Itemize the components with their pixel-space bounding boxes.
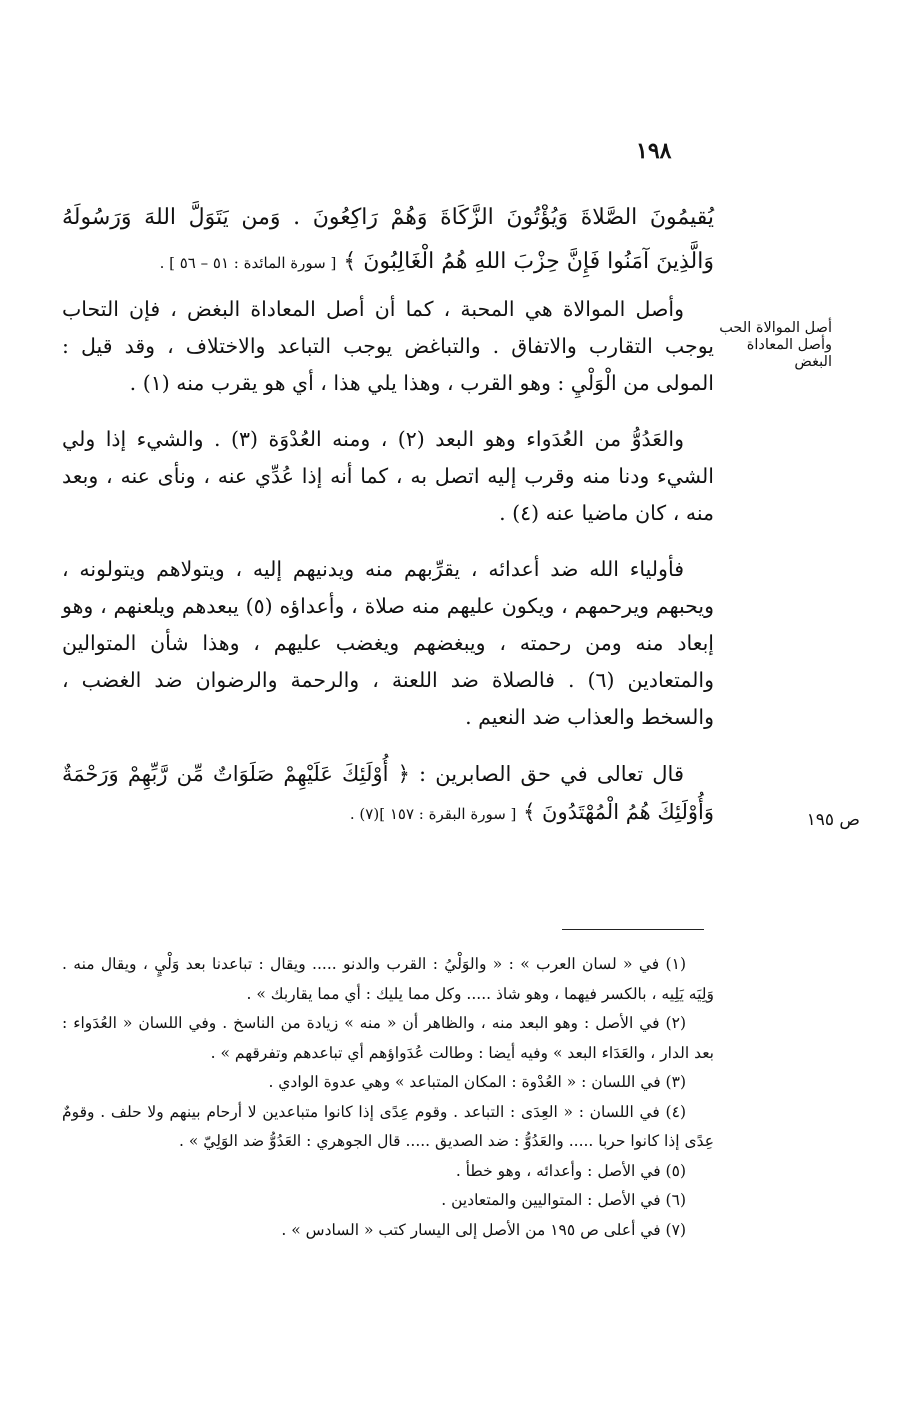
footnote-7: (٧) في أعلى ص ١٩٥ من الأصل إلى اليسار كتب « السادس » .: [281, 1220, 686, 1239]
quote-reference: [ سورة البقرة : ١٥٧ ](٧) .: [349, 805, 517, 823]
margin-heading: أصل الموالاة الحب وأصل المعاداة البغض: [719, 320, 832, 370]
footnotes: [62, 950, 714, 1245]
footnote-divider: [562, 929, 704, 930]
footnote-5: (٥) في الأصل : وأعدائه ، وهو خطأ .: [455, 1161, 686, 1180]
quran-verse: [62, 196, 714, 285]
verse-text: يُقيمُونَ الصَّلاةَ وَيُؤْتُونَ الزَّكَاةَ وَهُمْ رَاكِعُونَ . وَمن يَتَوَلَّ اللهَ وَرَسُولَهُ وَالَّذِينَ آمَنُوا فَإِنَّ حِزْبَ اللهِ هُمُ الْغَالِبُونَ ﴾: [62, 205, 714, 274]
quote-paragraph: [62, 755, 714, 833]
paragraph-1: وأصل الموالاة هي المحبة ، كما أن أصل المعاداة البغض ، فإن التحاب يوجب التقارب والاتفاق . والتباغض يوجب التباعد والاختلاف ، وقد قيل : المولى من الْوَلْيِ : وهو القرب ، وهذا يلي هذا ، أي هو يقرب منه (١) .: [62, 297, 714, 395]
quote-text: قال تعالى في حق الصابرين : ﴿ أُوْلَئِكَ عَلَيْهِمْ صَلَوَاتٌ مِّن رَّبِّهِمْ وَرَحْمَةٌ وَأُوْلَئِكَ هُمُ الْمُهْتَدُونَ ﴾: [62, 762, 714, 824]
footnote-2: (٢) في الأصل : وهو البعد منه ، والظاهر أن « منه » زيادة من الناسخ . وفي اللسان « العُدَواء : بعد الدار ، والعَدَاء البعد » وفيه أيضا : وطالت عُدَواؤهم أي تباعدهم وتفرقهم » .: [62, 1014, 714, 1062]
footnote-6: (٦) في الأصل : المتواليين والمتعادين .: [441, 1191, 686, 1209]
margin-original-page: ص ١٩٥: [806, 810, 860, 830]
footnote-3: (٣) في اللسان : « العُدْوة : المكان المتباعد » وهي عدوة الوادي .: [268, 1073, 686, 1091]
page-number: ١٩٨: [636, 138, 672, 164]
paragraph-2: والعَدُوُّ من العُدَواء وهو البعد (٢) ، ومنه العُدْوَة (٣) . والشيء إذا ولي الشيء ودنا منه وقرب إليه اتصل به ، كما أنه إذا عُدِّي عنه ، ونأى عنه ، وبعد منه ، كان ماضيا عنه (٤) .: [62, 427, 714, 525]
paragraph-3: فأولياء الله ضد أعدائه ، يقرِّبهم منه ويدنيهم إليه ، ويتولاهم ويتولونه ، ويحبهم ويرحمهم ، ويكون عليهم منه صلاة ، وأعداؤه (٥) يبعدهم ويلعنهم ، وهو إبعاد منه ومن رحمته ، ويبغضهم ويغضب عليهم ، وهذا شأن المتوالين والمتعادين (٦) . فالصلاة ضد اللعنة ، والرحمة والرضوان ضد الغضب ، والسخط والعذاب ضد النعيم .: [62, 557, 715, 729]
main-text: [62, 196, 714, 852]
verse-reference: [ سورة المائدة : ٥١ – ٥٦ ] .: [159, 254, 337, 272]
footnote-1: (١) في « لسان العرب » : « والوَلْيُ : القرب والدنو ..... ويقال : تباعدنا بعد وَلْيٍ ، ويقال منه . وَلِيَه يَلِيه ، بالكسر فيهما ، وهو شاذ ..... وكل مما يليك : أي مما يقاربك » .: [62, 955, 714, 1003]
footnote-4: (٤) في اللسان : « العِدَى : التباعد . وقوم عِدًى إذا كانوا متباعدين لا أرحام بينهم ولا حلف . وقومٌ عِدًى إذا كانوا حربا ..... والعَدُوُّ : ضد الصديق ..... قال الجوهري : العَدُوُّ ضد الوَلِيّ » .: [62, 1102, 714, 1150]
